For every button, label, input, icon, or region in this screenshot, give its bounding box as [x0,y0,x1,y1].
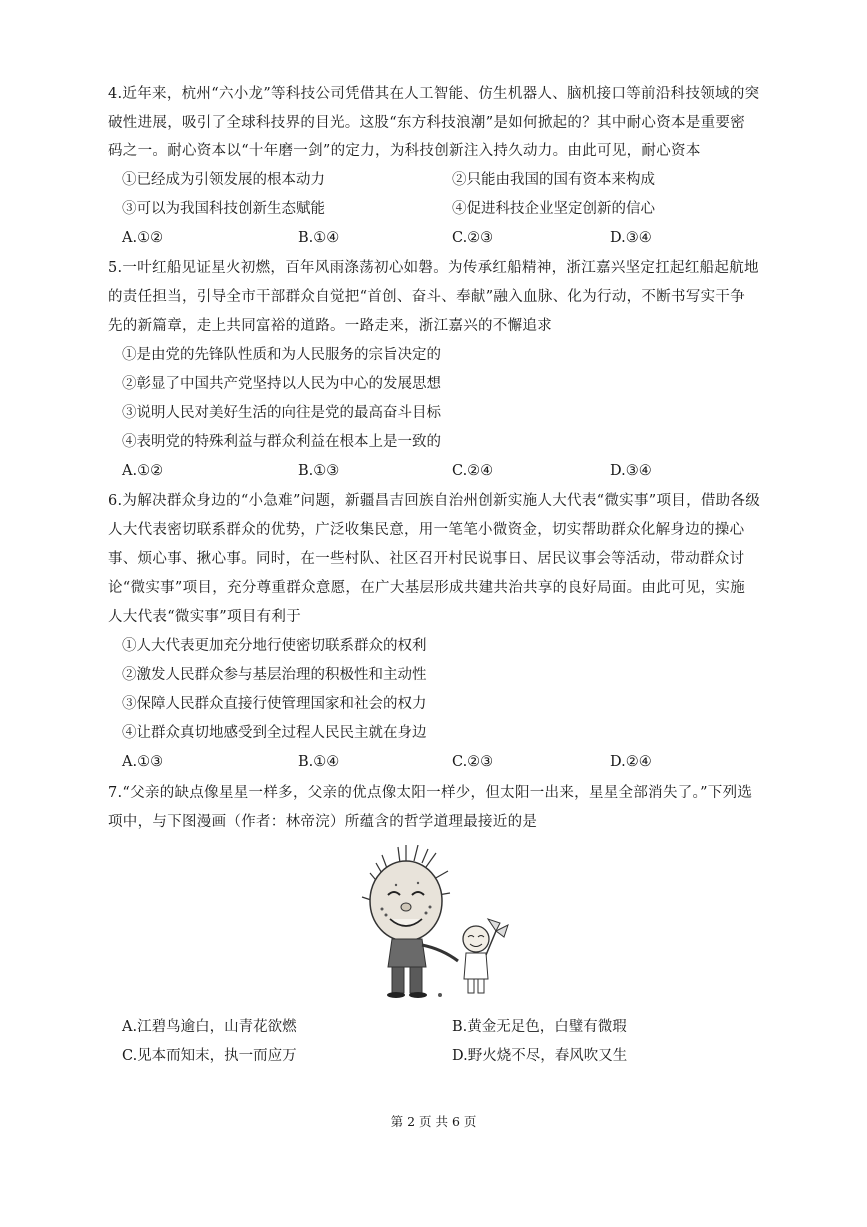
q5-statement-2: ②彰显了中国共产党坚持以人民为中心的发展思想 [122,376,441,392]
q7-choice-d[interactable]: D.野火烧不尽，春风吹又生 [452,1048,628,1064]
q7-choice-c[interactable]: C.见本而知末，执一而应万 [122,1048,297,1064]
q4-stem-line-2: 破性进展，吸引了全球科技界的目光。这股“东方科技浪潮”是如何掀起的？其中耐心资本是重要密 [108,115,746,131]
q7-stem-line-1: 7.“父亲的缺点像星星一样多，父亲的优点像太阳一样少，但太阳一出来，星星全部消失了。”下列选 [108,785,753,801]
q6-choice-c[interactable]: C.②③ [452,754,494,770]
q4-statement-2: ②只能由我国的国有资本来构成 [452,172,655,188]
page-footer: 第 2 页 共 6 页 [390,1114,477,1129]
q4-statement-1: ①已经成为引领发展的根本动力 [122,172,325,188]
q5-statement-4: ④表明党的特殊利益与群众利益在根本上是一致的 [122,434,441,450]
q6-stem-line-4: 论“微实事”项目，充分尊重群众意愿，在广大基层形成共建共治共享的良好局面。由此可见，实施 [108,580,746,596]
q5-stem-line-3: 先的新篇章，走上共同富裕的道路。一路走来，浙江嘉兴的不懈追求 [108,318,552,334]
q5-statement-1: ①是由党的先锋队性质和为人民服务的宗旨决定的 [122,347,441,363]
q5-choice-b[interactable]: B.①③ [298,463,340,479]
q6-stem-line-3: 事、烦心事、揪心事。同时，在一些村队、社区召开村民说事日、居民议事会等活动，带动群众讨 [108,551,745,567]
q4-choice-b[interactable]: B.①④ [298,230,340,246]
q5-stem-line-1: 5.一叶红船见证星火初燃，百年风雨涤荡初心如磐。为传承红船精神，浙江嘉兴坚定扛起红船起航地 [108,260,759,276]
q6-stem-line-5: 人大代表“微实事”项目有利于 [108,609,302,625]
q5-choice-d[interactable]: D.③④ [610,463,652,479]
q6-statement-2: ②激发人民群众参与基层治理的积极性和主动性 [122,667,427,683]
q7-choice-b[interactable]: B.黄金无足色，白璧有微瑕 [452,1019,627,1035]
q6-choice-d[interactable]: D.②④ [610,754,652,770]
q6-statement-4: ④让群众真切地感受到全过程人民民主就在身边 [122,725,427,741]
q6-choice-b[interactable]: B.①④ [298,754,340,770]
q4-choice-d[interactable]: D.③④ [610,230,652,246]
q6-stem-line-2: 人大代表密切联系群众的优势，广泛收集民意，用一笔笔小微资金，切实帮助群众化解身边的操心 [108,522,745,538]
q6-statement-3: ③保障人民群众直接行使管理国家和社会的权力 [122,696,427,712]
q4-stem-line-1: 4.近年来，杭州“六小龙”等科技公司凭借其在人工智能、仿生机器人、脑机接口等前沿科技领域的突 [108,86,760,102]
q4-choice-c[interactable]: C.②③ [452,230,494,246]
cartoon-father-child-icon [360,845,520,1005]
q5-choice-c[interactable]: C.②④ [452,463,494,479]
q4-stem-line-3: 码之一。耐心资本以“十年磨一剑”的定力，为科技创新注入持久动力。由此可见，耐心资本 [108,143,701,159]
q5-statement-3: ③说明人民对美好生活的向往是党的最高奋斗目标 [122,405,441,421]
q7-choice-a[interactable]: A.江碧鸟逾白，山青花欲燃 [122,1019,297,1035]
q4-choice-a[interactable]: A.①② [122,230,164,246]
q6-statement-1: ①人大代表更加充分地行使密切联系群众的权利 [122,638,427,654]
q5-stem-line-2: 的责任担当，引导全市干部群众自觉把“首创、奋斗、奉献”融入血脉、化为行动，不断书写实干争 [108,289,746,305]
q6-choice-a[interactable]: A.①③ [122,754,164,770]
q6-stem-line-1: 6.为解决群众身边的“小急难”问题，新疆昌吉回族自治州创新实施人大代表“微实事”项目，借助各级 [108,493,761,509]
q7-stem-line-2: 项中，与下图漫画（作者：林帝浣）所蕴含的哲学道理最接近的是 [108,814,538,830]
q4-statement-3: ③可以为我国科技创新生态赋能 [122,201,325,217]
q5-choice-a[interactable]: A.①② [122,463,164,479]
q4-statement-4: ④促进科技企业坚定创新的信心 [452,201,655,217]
